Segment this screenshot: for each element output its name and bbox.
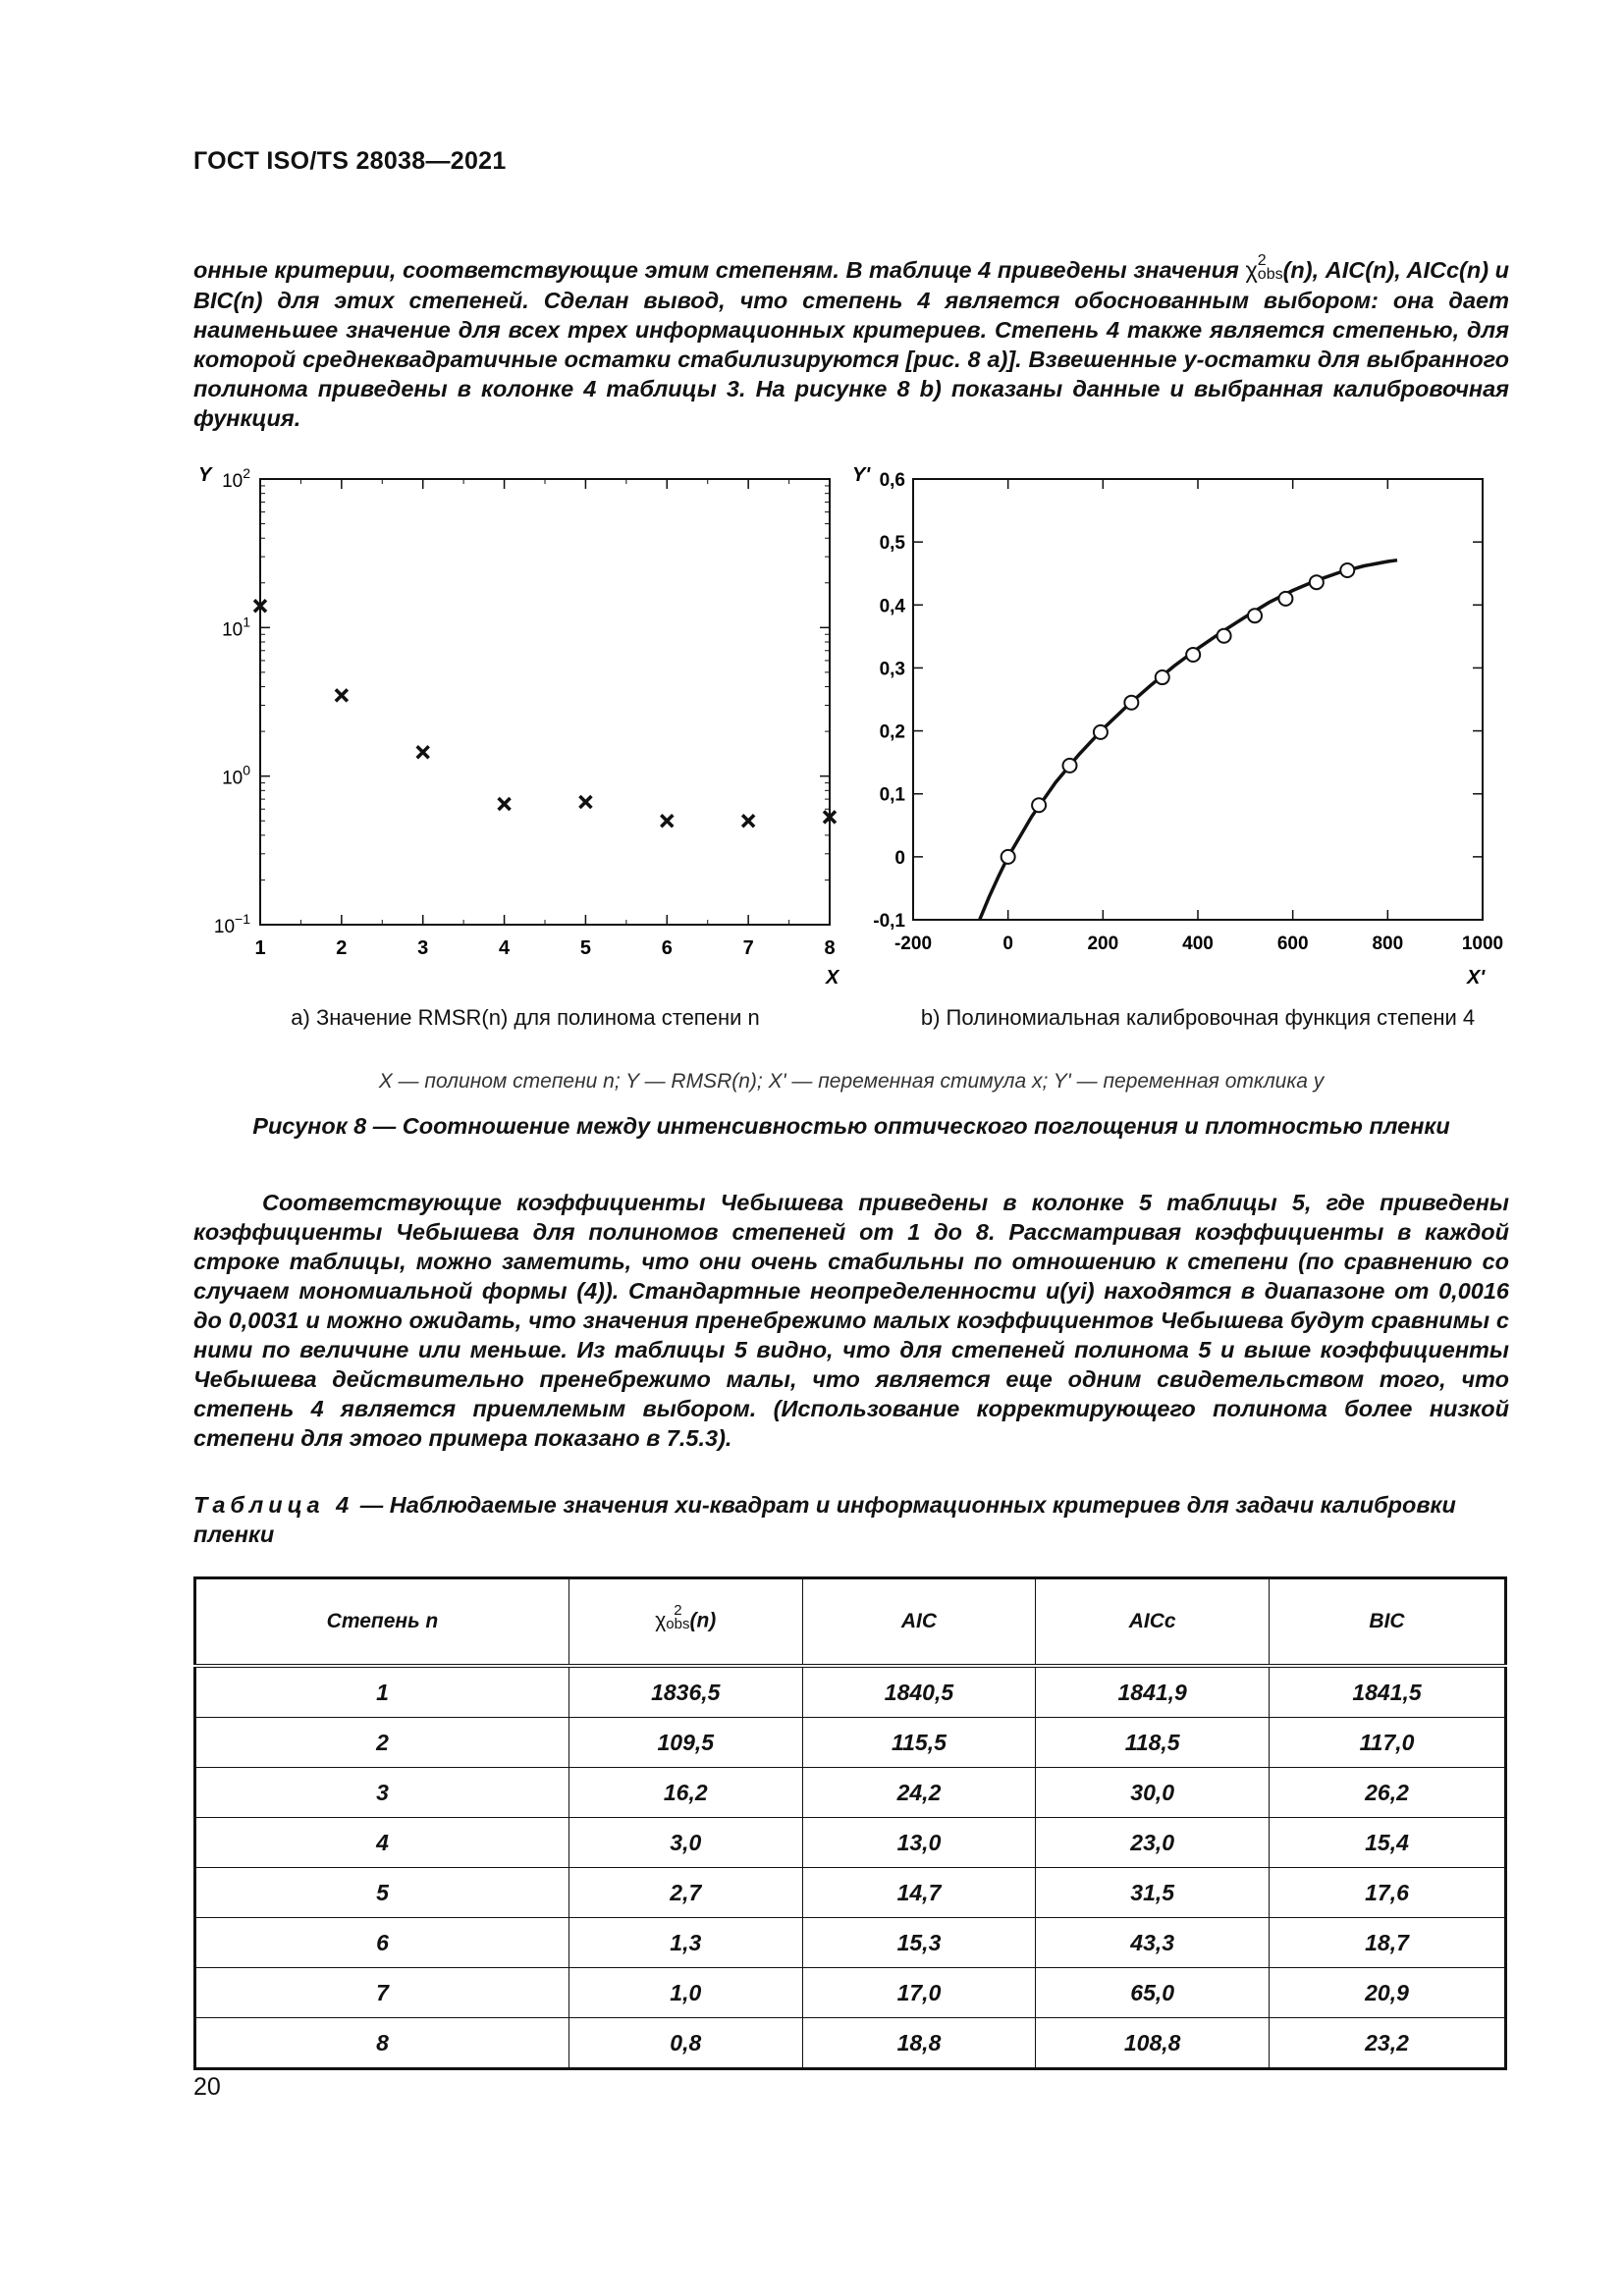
data-point — [1094, 725, 1108, 739]
y-tick-label: -0,1 — [873, 911, 905, 932]
document-header: ГОСТ ISO/TS 28038—2021 — [193, 147, 507, 175]
cell-aicc: 1841,9 — [1036, 1666, 1270, 1718]
x-axis-label: X — [826, 967, 839, 988]
x-tick-label: 4 — [499, 937, 511, 959]
header-aic: AIC — [802, 1578, 1036, 1667]
cell-aicc: 118,5 — [1036, 1718, 1270, 1768]
figure-legend: X — полином степени n; Y — RMSR(n); X' — переменная стимула x; Y' — переменная отклика y — [378, 1070, 1325, 1093]
data-point — [1278, 592, 1292, 606]
cell-aicc: 23,0 — [1036, 1818, 1270, 1868]
cell-aic: 24,2 — [802, 1768, 1036, 1818]
table-title-text: — Наблюдаемые значения хи-квадрат и информационных критериев для задачи калибровки пленки — [193, 1492, 1456, 1547]
cell-chi-square: 0,8 — [568, 2018, 802, 2069]
data-point — [661, 815, 673, 827]
cell-aic: 1840,5 — [802, 1666, 1036, 1718]
cell-bic: 23,2 — [1270, 2018, 1506, 2069]
table-row — [195, 1918, 1506, 1968]
cell-chi-square: 109,5 — [568, 1718, 802, 1768]
chart-a — [187, 461, 864, 996]
x-axis-label: X' — [1467, 967, 1486, 988]
chart-b — [844, 461, 1522, 996]
cell-degree: 6 — [195, 1918, 569, 1968]
paragraph-1-text-b: (n), AIC(n), AICc(n) и BIC(n) для этих степеней. Сделан вывод, что степень 4 является обоснованным выбором: она дает наименьшее значение для всех трех информационных критериев. Степень 4 также является степенью, для которой среднеквадратичные остатки стабилизируются [рис. 8 a)]. Взвешенные y-остатки для выбранного полинома приведены в колонке 4 таблицы 3. На рисунке 8 b) показаны данные и выбранная калибровочная функция. — [193, 257, 1509, 431]
chi-square-symbol: χ 2 obs — [1245, 251, 1283, 283]
table-title — [193, 1490, 1509, 1549]
data-point — [579, 796, 591, 808]
cell-degree: 4 — [195, 1818, 569, 1868]
y-axis-label: Y' — [852, 464, 871, 486]
data-point — [1156, 670, 1169, 684]
cell-bic: 117,0 — [1270, 1718, 1506, 1768]
cell-degree: 8 — [195, 2018, 569, 2069]
data-table — [193, 1576, 1507, 2070]
cell-degree: 2 — [195, 1718, 569, 1768]
y-tick-label: 0,3 — [879, 659, 905, 680]
x-tick-label: 8 — [824, 937, 836, 959]
x-tick-label: 800 — [1372, 934, 1404, 954]
y-axis-label: Y — [198, 464, 212, 486]
cell-aicc: 30,0 — [1036, 1768, 1270, 1818]
x-tick-label: 2 — [336, 937, 348, 959]
data-point — [1032, 798, 1046, 812]
plot-frame — [260, 479, 830, 925]
table-row — [195, 1666, 1506, 1718]
x-tick-label: 200 — [1087, 934, 1119, 954]
cell-bic: 15,4 — [1270, 1818, 1506, 1868]
y-tick-label: 0,5 — [879, 533, 905, 555]
x-tick-label: 600 — [1276, 934, 1309, 954]
data-point — [1340, 563, 1354, 577]
table-row — [195, 1718, 1506, 1768]
x-tick-label: 400 — [1182, 934, 1214, 954]
y-tick-label: 0,1 — [879, 784, 905, 806]
x-tick-label: 3 — [417, 937, 429, 959]
data-point — [1063, 759, 1077, 773]
chart-b-title: b) Полиномиальная калибровочная функция степени 4 — [920, 1005, 1476, 1030]
x-tick-label: 1 — [254, 937, 266, 959]
cell-aic: 13,0 — [802, 1818, 1036, 1868]
data-point — [1186, 648, 1200, 662]
x-tick-label: 5 — [579, 937, 591, 959]
cell-bic: 26,2 — [1270, 1768, 1506, 1818]
data-point — [1218, 629, 1231, 643]
plot-frame — [913, 479, 1483, 920]
paragraph-1-text-a: онные критерии, соответствующие этим степеням. В таблице 4 приведены значения — [193, 257, 1246, 283]
chart-a-title: a) Значение RMSR(n) для полинома степени n — [291, 1005, 760, 1030]
cell-degree: 7 — [195, 1968, 569, 2018]
cell-chi-square: 1,0 — [568, 1968, 802, 2018]
table-row — [195, 1768, 1506, 1818]
cell-chi-square: 16,2 — [568, 1768, 802, 1818]
cell-chi-square: 2,7 — [568, 1868, 802, 1918]
data-point — [336, 689, 348, 701]
cell-aic: 14,7 — [802, 1868, 1036, 1918]
cell-bic: 17,6 — [1270, 1868, 1506, 1918]
y-tick-label: 0,2 — [879, 721, 905, 743]
figure-caption: Рисунок 8 — Соотношение между интенсивностью оптического поглощения и плотностью пленки — [252, 1113, 1450, 1139]
cell-aic: 17,0 — [802, 1968, 1036, 2018]
page-number: 20 — [193, 2073, 221, 2101]
cell-bic: 18,7 — [1270, 1918, 1506, 1968]
data-point — [1001, 850, 1015, 864]
header-bic: BIC — [1270, 1578, 1506, 1667]
data-point — [1310, 575, 1324, 589]
table-row — [195, 1818, 1506, 1868]
y-tick-label: 0 — [894, 847, 905, 869]
cell-degree: 5 — [195, 1868, 569, 1918]
table-header-row — [195, 1578, 1506, 1667]
table-row — [195, 2018, 1506, 2069]
header-chi-square: χ 2 obs (n) — [568, 1578, 802, 1667]
cell-bic: 20,9 — [1270, 1968, 1506, 2018]
x-tick-label: 7 — [742, 937, 754, 959]
paragraph-2: Соответствующие коэффициенты Чебышева приведены в колонке 5 таблицы 5, где приведены коэффициенты Чебышева для полиномов степеней от 1 до 8. Рассматривая коэффициенты в каждой строке таблицы, можно заметить, что они очень стабильны по отношению к степени (по сравнению со случаем мономиальной формы (4)). Стандартные неопределенности u(yi) находятся в диапазоне от 0,0016 до 0,0031 и можно ожидать, что значения пренебрежимо малых коэффициентов Чебышева будут сравнимы с ними по величине или меньше. Из таблицы 5 видно, что для степеней полинома 5 и выше коэффициенты Чебышева действительно пренебрежимо малы, что является еще одним свидетельством того, что степень 4 является приемлемым выбором. (Использование корректирующего полинома более низкой степени для этого примера показано в 7.5.3). — [193, 1190, 1509, 1451]
paragraph-1 — [193, 251, 1509, 433]
y-tick-label: $10^1$ — [222, 614, 250, 641]
table-label: Таблица 4 — [193, 1492, 354, 1518]
y-tick-label: $10^{-1}$ — [213, 911, 250, 937]
cell-degree: 1 — [195, 1666, 569, 1718]
x-tick-label: -200 — [893, 934, 933, 954]
x-tick-label: 6 — [661, 937, 673, 959]
y-tick-label: 0,6 — [879, 470, 905, 491]
cell-aicc: 108,8 — [1036, 2018, 1270, 2069]
cell-aic: 15,3 — [802, 1918, 1036, 1968]
data-point — [742, 815, 754, 827]
cell-aicc: 43,3 — [1036, 1918, 1270, 1968]
header-aicc: AICc — [1036, 1578, 1270, 1667]
cell-chi-square: 3,0 — [568, 1818, 802, 1868]
header-degree: Степень n — [195, 1578, 569, 1667]
data-point — [1248, 609, 1262, 622]
cell-aic: 18,8 — [802, 2018, 1036, 2069]
y-tick-label: 0,4 — [879, 596, 905, 617]
cell-chi-square: 1836,5 — [568, 1666, 802, 1718]
cell-chi-square: 1,3 — [568, 1918, 802, 1968]
cell-aicc: 31,5 — [1036, 1868, 1270, 1918]
cell-aicc: 65,0 — [1036, 1968, 1270, 2018]
table-row — [195, 1968, 1506, 2018]
y-tick-label: $10^2$ — [222, 465, 250, 492]
cell-degree: 3 — [195, 1768, 569, 1818]
data-point — [1124, 696, 1138, 710]
x-tick-label: 0 — [1002, 934, 1013, 954]
table-row — [195, 1868, 1506, 1918]
data-point — [499, 798, 511, 810]
cell-aic: 115,5 — [802, 1718, 1036, 1768]
cell-bic: 1841,5 — [1270, 1666, 1506, 1718]
x-tick-label: 1000 — [1461, 934, 1504, 954]
data-point — [417, 746, 429, 758]
y-tick-label: $10^0$ — [222, 762, 250, 789]
calibration-curve — [980, 561, 1397, 920]
